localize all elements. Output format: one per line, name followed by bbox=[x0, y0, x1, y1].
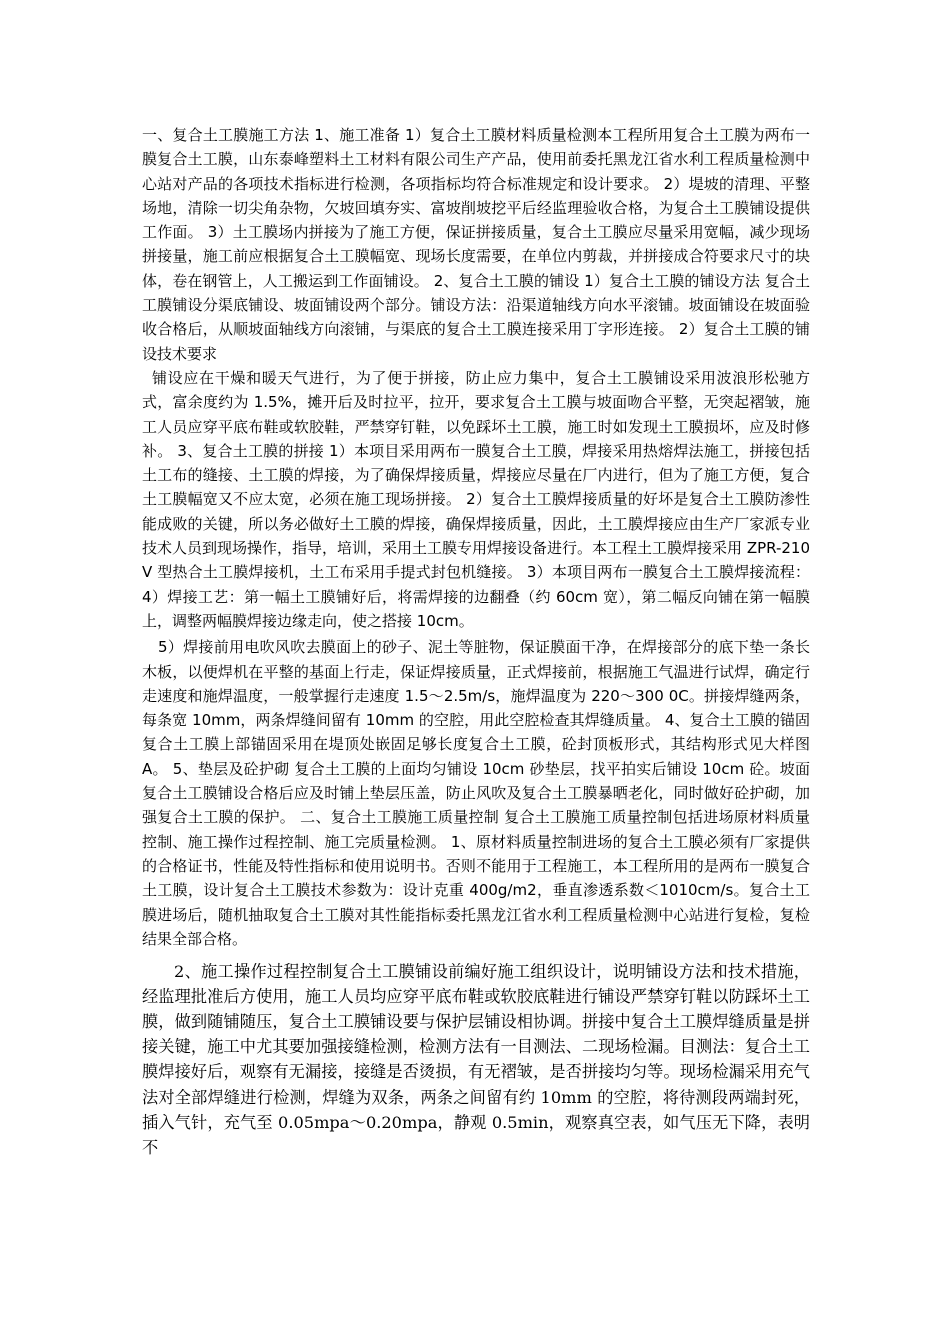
paragraph-laying-requirements: 铺设应在干燥和暖天气进行，为了便于拼接，防止应力集中，复合土工膜铺设采用波浪形松驰方式，富余度约为 1.5%，摊开后及时拉平，拉开，要求复合土工膜与坡面吻合平整，无突起褶皱，施工人员应穿平底布鞋或软胶鞋，严禁穿钉鞋，以免踩坏土工膜，施工时如发现土工膜损坏，应及时修补。 3、复合土工膜的拼接 1）本项目采用两布一膜复合土工膜，焊接采用热熔焊法施工，拼接包括土工布的缝接、土工膜的焊接，为了确保焊接质量，焊接应尽量在厂内进行，但为了施工方便，复合土工膜幅宽又不应太宽，必须在施工现场拼接。 2）复合土工膜焊接质量的好坏是复合土工膜防渗性能成败的关键，所以务必做好土工膜的焊接，确保焊接质量，因此，土工膜焊接应由生产厂家派专业技术人员到现场操作，指导，培训，采用土工膜专用焊接设备进行。本工程土工膜焊接采用 ZPR-210V 型热合土工膜焊接机，土工布采用手提式封包机缝接。 3）本项目两布一膜复合土工膜焊接流程： 4）焊接工艺：第一幅土工膜铺好后，将需焊接的边翻叠（约 60cm 宽），第二幅反向铺在第一幅膜上，调整两幅膜焊接边缘走向，使之搭接 10cm。 bbox=[142, 368, 810, 630]
paragraph-process-control: 2、施工操作过程控制复合土工膜铺设前编好施工组织设计，说明铺设方法和技术措施，经监理批准后方使用，施工人员均应穿平底布鞋或软胶底鞋进行铺设严禁穿钉鞋以防踩坏土工膜，做到随铺随压，复合土工膜铺设要与保护层铺设相协调。拼接中复合土工膜焊缝质量是拼接关键，施工中尤其要加强接缝检测，检测方法有一目测法、二现场检漏。目测法：复合土工膜焊接好后，观察有无漏接，接缝是否烫损，有无褶皱，是否拼接均匀等。现场检漏采用充气法对全部焊缝进行检测，焊缝为双条，两条之间留有约 10mm 的空腔，将待测段两端封死，插入气针，充气至 0.05mpa～0.20mpa，静观 0.5min，观察真空表，如气压无下降，表明不 bbox=[142, 962, 810, 1157]
paragraph-welding-and-quality: 5）焊接前用电吹风吹去膜面上的砂子、泥土等脏物，保证膜面干净，在焊接部分的底下垫一条长木板，以便焊机在平整的基面上行走，保证焊接质量，正式焊接前，根据施工气温进行试焊，确定行走速度和施焊温度，一般掌握行走速度 1.5～2.5m/s，施焊温度为 220～300 0C。拼接焊缝两条，每条宽 10mm，两条焊缝间留有 10mm 的空腔，用此空腔检查其焊缝质量。 4、复合土工膜的锚固 复合土工膜上部锚固采用在堤顶处嵌固足够长度复合土工膜，砼封顶板形式，其结构形式见大样图 A。 5、垫层及砼护砌 复合土工膜的上面均匀铺设 10cm 砂垫层，找平拍实后铺设 10cm 砼。坡面复合土工膜铺设合格后应及时铺上垫层压盖，防止风吹及复合土工膜暴晒老化，同时做好砼护砌，加强复合土工膜的保护。 二、复合土工膜施工质量控制 复合土工膜施工质量控制包括进场原材料质量控制、施工操作过程控制、施工完质量检测。 1、原材料质量控制进场的复合土工膜必须有厂家提供的合格证书，性能及特性指标和使用说明书。否则不能用于工程施工，本工程所用的是两布一膜复合土工膜，设计复合土工膜技术参数为：设计克重 400g/m2，垂直渗透系数＜1010cm/s。复合土工膜进场后，随机抽取复合土工膜对其性能指标委托黑龙江省水利工程质量检测中心站进行复检，复检结果全部合格。 bbox=[142, 638, 810, 948]
text-block-sans bbox=[142, 123, 810, 951]
paragraph-construction-method: 一、复合土工膜施工方法 1、施工准备 1）复合土工膜材料质量检测本工程所用复合土工膜为两布一膜复合土工膜，山东泰峰塑料土工材料有限公司生产产品，使用前委托黑龙江省水利工程质量检测中心站对产品的各项技术指标进行检测，各项指标均符合标准规定和设计要求。 2）堤坡的清理、平整场地，清除一切尖角杂物，欠坡回填夯实、富坡削坡挖平后经监理验收合格，为复合土工膜铺设提供工作面。 3）土工膜场内拼接为了施工方便，保证拼接质量，复合土工膜应尽量采用宽幅，减少现场拼接量，施工前应根据复合土工膜幅宽、现场长度需要，在单位内剪裁，并拼接成合符要求尺寸的块体，卷在钢管上，人工搬运到工作面铺设。 2、复合土工膜的铺设 1）复合土工膜的铺设方法 复合土工膜铺设分渠底铺设、坡面铺设两个部分。铺设方法：沿渠道轴线方向水平滚铺。坡面铺设在坡面验收合格后，从顺坡面轴线方向滚铺，与渠底的复合土工膜连接采用丁字形连接。 2）复合土工膜的铺设技术要求 bbox=[142, 126, 810, 363]
document-body bbox=[142, 123, 810, 1160]
